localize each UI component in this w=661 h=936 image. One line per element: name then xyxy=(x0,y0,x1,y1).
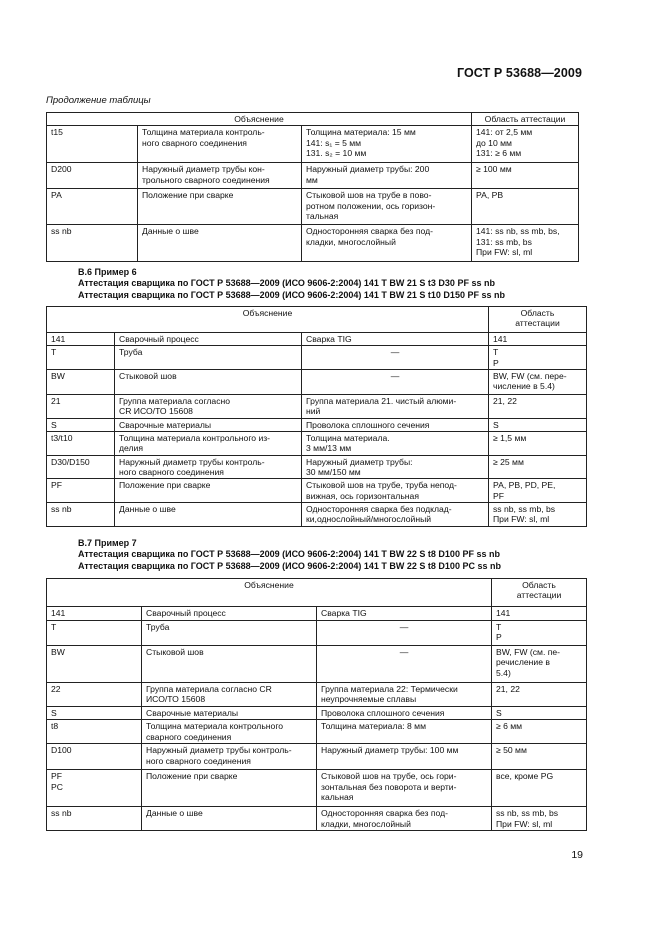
row-detail: — xyxy=(317,646,492,683)
row-description: Стыковой шов xyxy=(115,369,302,394)
row-detail: Толщина материала: 15 мм 141: s₁ = 5 мм 131. s₂ = 10 мм xyxy=(302,126,472,163)
row-description: Наружный диаметр трубы контроль- ного сварного соединения xyxy=(142,744,317,770)
row-description: Данные о шве xyxy=(138,225,302,262)
row-code: S xyxy=(47,418,115,431)
table-example-6 xyxy=(46,306,587,527)
table-row xyxy=(47,189,579,225)
continuation-label: Продолжение таблицы xyxy=(46,95,151,106)
table-row xyxy=(47,720,587,744)
row-area: все, кроме PG xyxy=(492,770,587,807)
row-description: Наружный диаметр трубы кон- трольного сварного соединения xyxy=(138,163,302,189)
row-area: ss nb, ss mb, bs При FW: sl, ml xyxy=(489,502,587,526)
row-code: t15 xyxy=(47,126,138,163)
table-row xyxy=(47,225,579,262)
row-area: BW, FW (см. пере- числение в 5.4) xyxy=(489,369,587,394)
table-row xyxy=(47,432,587,456)
header-explanation: Объяснение xyxy=(47,307,489,333)
row-area: ss nb, ss mb, bs При FW: sl, ml xyxy=(492,807,587,831)
header-attestation-area: Область аттестации xyxy=(472,113,579,126)
row-code: PF xyxy=(47,479,115,503)
section-6-title: В.6 Пример 6 xyxy=(78,267,137,277)
row-area: PA, PB, PD, PE, PF xyxy=(489,479,587,503)
table-row xyxy=(47,744,587,770)
table-example-7 xyxy=(46,578,587,831)
row-code: BW xyxy=(47,369,115,394)
row-description: Данные о шве xyxy=(142,807,317,831)
row-description: Толщина материала контрольного сварного соединения xyxy=(142,720,317,744)
row-detail: Наружный диаметр трубы: 100 мм xyxy=(317,744,492,770)
header-explanation: Объяснение xyxy=(47,579,492,607)
row-area: ≥ 100 мм xyxy=(472,163,579,189)
section-6-line-2: Аттестация сварщика по ГОСТ Р 53688—2009 (ИСО 9606-2:2004) 141 T BW 21 S t10 D150 PF ss nb xyxy=(78,289,505,300)
table-continuation xyxy=(46,112,579,262)
row-description: Данные о шве xyxy=(115,502,302,526)
row-area: ≥ 50 мм xyxy=(492,744,587,770)
row-code: ss nb xyxy=(47,502,115,526)
row-code: 141 xyxy=(47,607,142,621)
row-description: Толщина материала контроль- ного сварного соединения xyxy=(138,126,302,163)
row-code: ss nb xyxy=(47,225,138,262)
row-code: D200 xyxy=(47,163,138,189)
row-description: Сварочные материалы xyxy=(142,707,317,720)
row-description: Сварочный процесс xyxy=(142,607,317,621)
row-detail: Стыковой шов на трубе, ось гори- зонтальная без поворота и верти- кальная xyxy=(317,770,492,807)
row-description: Положение при сварке xyxy=(115,479,302,503)
table-row xyxy=(47,418,587,431)
row-code: PF PC xyxy=(47,770,142,807)
row-area: BW, FW (см. пе- речисление в 5.4) xyxy=(492,646,587,683)
row-code: BW xyxy=(47,646,142,683)
section-7-line-1: Аттестация сварщика по ГОСТ Р 53688—2009 (ИСО 9606-2:2004) 141 T BW 22 S t8 D100 PF ss nb xyxy=(78,549,500,560)
table-row xyxy=(47,126,579,163)
section-6-heading xyxy=(78,267,505,301)
row-area: S xyxy=(489,418,587,431)
row-code: 22 xyxy=(47,683,142,707)
table-row xyxy=(47,163,579,189)
row-description: Сварочные материалы xyxy=(115,418,302,431)
row-detail: Толщина материала: 8 мм xyxy=(317,720,492,744)
table-row xyxy=(47,646,587,683)
table-row xyxy=(47,394,587,418)
row-detail: — xyxy=(302,346,489,370)
row-area: ≥ 25 мм xyxy=(489,455,587,479)
header-explanation: Объяснение xyxy=(47,113,472,126)
row-area: 141: от 2,5 мм до 10 мм 131: ≥ 6 мм xyxy=(472,126,579,163)
row-code: PA xyxy=(47,189,138,225)
section-6-line-1: Аттестация сварщика по ГОСТ Р 53688—2009 (ИСО 9606-2:2004) 141 T BW 21 S t3 D30 PF ss nb xyxy=(78,278,495,289)
row-description: Толщина материала контрольного из- делия xyxy=(115,432,302,456)
row-detail: Проволока сплошного сечения xyxy=(302,418,489,431)
table-row xyxy=(47,333,587,346)
row-description: Труба xyxy=(115,346,302,370)
row-area: T P xyxy=(489,346,587,370)
row-detail: — xyxy=(302,369,489,394)
row-area: ≥ 6 мм xyxy=(492,720,587,744)
row-description: Сварочный процесс xyxy=(115,333,302,346)
table-row xyxy=(47,502,587,526)
row-detail: Проволока сплошного сечения xyxy=(317,707,492,720)
row-detail: Толщина материала. 3 мм/13 мм xyxy=(302,432,489,456)
row-description: Группа материала согласно CR ИСО/ТО 15608 xyxy=(142,683,317,707)
row-detail: Стыковой шов на трубе, труба непод- вижная, ось горизонтальная xyxy=(302,479,489,503)
row-detail: Наружный диаметр трубы: 30 мм/150 мм xyxy=(302,455,489,479)
row-area: T P xyxy=(492,621,587,646)
row-description: Труба xyxy=(142,621,317,646)
table-row xyxy=(47,369,587,394)
row-description: Положение при сварке xyxy=(138,189,302,225)
table-row xyxy=(47,621,587,646)
row-detail: Односторонняя сварка без под- кладки, многослойный xyxy=(317,807,492,831)
row-detail: Группа материала 21. чистый алюми- ний xyxy=(302,394,489,418)
row-detail: Сварка TIG xyxy=(317,607,492,621)
row-code: D100 xyxy=(47,744,142,770)
row-description: Наружный диаметр трубы контроль- ного сварного соединения xyxy=(115,455,302,479)
row-area: 21, 22 xyxy=(489,394,587,418)
row-code: T xyxy=(47,621,142,646)
row-area: 141 xyxy=(489,333,587,346)
table-header-row xyxy=(47,307,587,333)
section-7-title: В.7 Пример 7 xyxy=(78,538,137,548)
table-row xyxy=(47,346,587,370)
table-header-row xyxy=(47,113,579,126)
row-code: ss nb xyxy=(47,807,142,831)
table-header-row xyxy=(47,579,587,607)
row-code: D30/D150 xyxy=(47,455,115,479)
section-7-line-2: Аттестация сварщика по ГОСТ Р 53688—2009 (ИСО 9606-2:2004) 141 T BW 22 S t8 D100 PC ss nb xyxy=(78,560,501,571)
row-detail: Группа материала 22: Термически неупрочняемые сплавы xyxy=(317,683,492,707)
table-row xyxy=(47,479,587,503)
table-row xyxy=(47,683,587,707)
header-attestation-area: Область аттестации xyxy=(489,307,587,333)
row-area: 141: ss nb, ss mb, bs, 131: ss mb, bs При FW: sl, ml xyxy=(472,225,579,262)
row-code: S xyxy=(47,707,142,720)
row-area: 141 xyxy=(492,607,587,621)
table-row xyxy=(47,707,587,720)
row-area: ≥ 1,5 мм xyxy=(489,432,587,456)
row-code: t3/t10 xyxy=(47,432,115,456)
row-detail: Односторонняя сварка без подклад- ки,однослойный/многослойный xyxy=(302,502,489,526)
row-detail: Наружный диаметр трубы: 200 мм xyxy=(302,163,472,189)
row-code: 21 xyxy=(47,394,115,418)
header-attestation-area: Область аттестации xyxy=(492,579,587,607)
document-code: ГОСТ Р 53688—2009 xyxy=(456,66,582,80)
section-7-heading xyxy=(78,538,501,572)
row-description: Положение при сварке xyxy=(142,770,317,807)
table-row xyxy=(47,807,587,831)
table-row xyxy=(47,607,587,621)
row-area: 21, 22 xyxy=(492,683,587,707)
row-code: T xyxy=(47,346,115,370)
row-description: Стыковой шов xyxy=(142,646,317,683)
row-code: t8 xyxy=(47,720,142,744)
page-number: 19 xyxy=(571,849,583,861)
row-description: Группа материала согласно CR ИСО/ТО 15608 xyxy=(115,394,302,418)
row-area: S xyxy=(492,707,587,720)
table-row xyxy=(47,455,587,479)
row-code: 141 xyxy=(47,333,115,346)
row-detail: Стыковой шов на трубе в пово- ротном положении, ось горизон- тальная xyxy=(302,189,472,225)
row-detail: Односторонняя сварка без под- кладки, многослойный xyxy=(302,225,472,262)
table-row xyxy=(47,770,587,807)
row-detail: — xyxy=(317,621,492,646)
row-detail: Сварка TIG xyxy=(302,333,489,346)
row-area: PA, PB xyxy=(472,189,579,225)
